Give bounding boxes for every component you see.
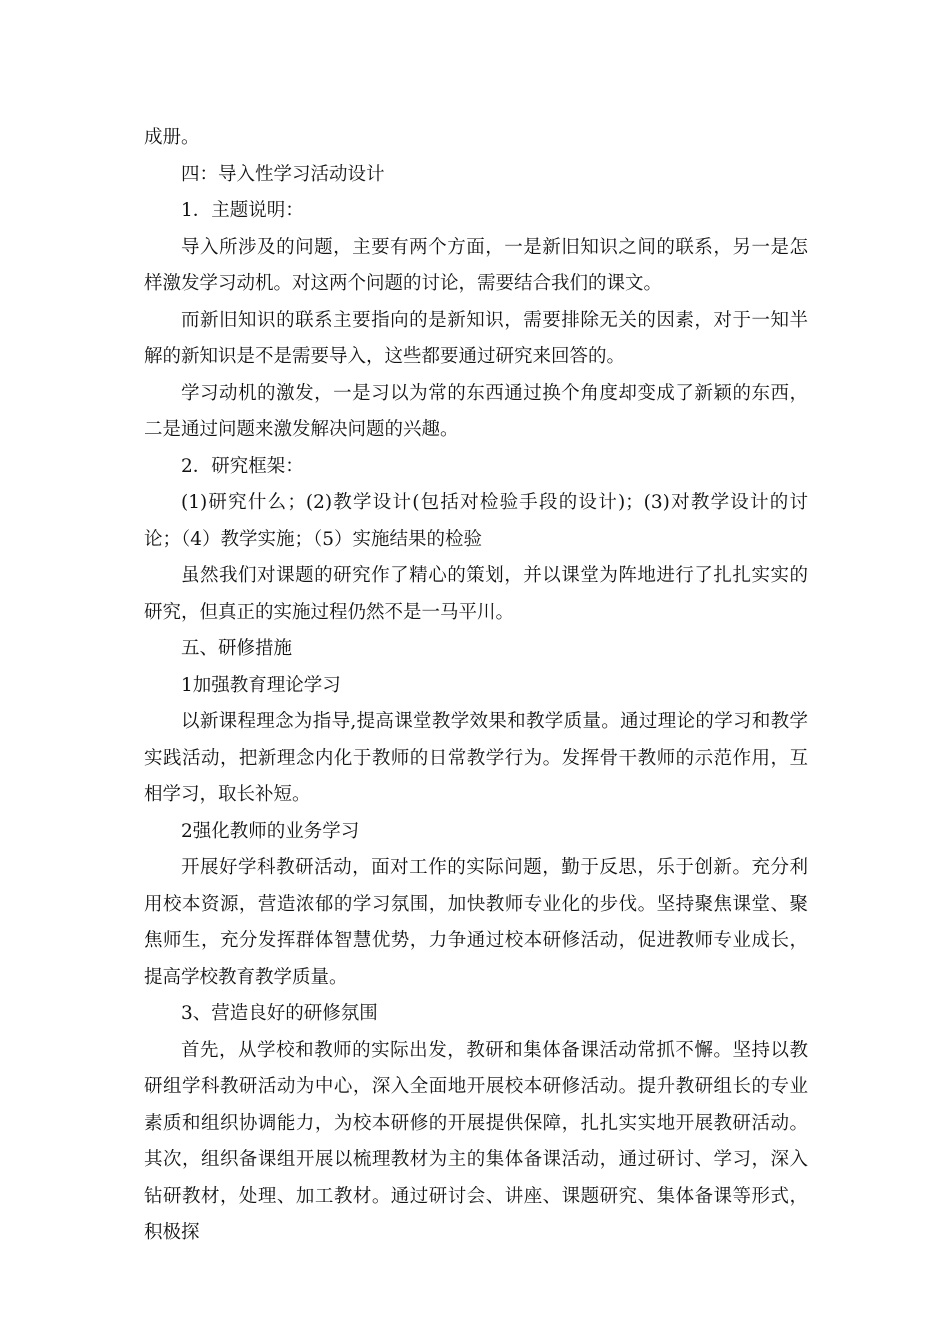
subheading-research-atmosphere: 3、营造良好的研修氛围 (181, 1003, 378, 1024)
paragraph-framework-items: (1)研究什么；(2)教学设计(包括对检验手段的设计)；(3)对教学设计的讨论；（4）教学实施；（5）实施结果的检验 (144, 492, 808, 550)
paragraph-intro-issues: 导入所涉及的问题，主要有两个方面，一是新旧知识之间的联系，另一是怎样激发学习动机。对这两个问题的讨论，需要结合我们的课文。 (144, 236, 808, 294)
subheading-research-framework: 2．研究框架： (181, 455, 304, 477)
paragraph-implementation: 虽然我们对课题的研究作了精心的策划，并以课堂为阵地进行了扎扎实实的研究，但真正的实施过程仍然不是一马平川。 (144, 565, 808, 623)
subheading-topic-description: 1．主题说明： (181, 200, 304, 221)
paragraph-research-atmosphere: 首先，从学校和教师的实际出发，教研和集体备课活动常抓不懈。坚持以教研组学科教研活动为中心，深入全面地开展校本研修活动。提升教研组长的专业素质和组织协调能力，为校本研修的开展提供保障，扎扎实实地开展教研活动。其次，组织备课组开展以梳理教材为主的集体备课活动，通过研讨、学习，深入钻研教材，处理、加工教材。通过研讨会、讲座、课题研究、集体备课等形式，积极探 (144, 1039, 808, 1243)
subheading-business-study: 2强化教师的业务学习 (181, 820, 360, 842)
document-body (144, 120, 808, 1252)
section-heading-five: 五、研修措施 (181, 638, 293, 659)
paragraph-business-study: 开展好学科教研活动，面对工作的实际问题，勤于反思，乐于创新。充分利用校本资源，营造浓郁的学习氛围，加快教师专业化的步伐。坚持聚焦课堂、聚焦师生，充分发挥群体智慧优势，力争通过校本研修活动，促进教师专业成长，提高学校教育教学质量。 (144, 857, 808, 988)
section-heading-four: 四：导入性学习活动设计 (181, 163, 385, 185)
paragraph-motivation: 学习动机的激发，一是习以为常的东西通过换个角度却变成了新颖的东西，二是通过问题来激发解决问题的兴趣。 (144, 382, 808, 440)
paragraph-continuation: 成册。 (144, 127, 200, 148)
paragraph-theory-study: 以新课程理念为指导,提高课堂教学效果和教学质量。通过理论的学习和教学实践活动，把新理念内化于教师的日常教学行为。发挥骨干教师的示范作用，互相学习，取长补短。 (144, 711, 808, 805)
subheading-theory-study: 1加强教育理论学习 (181, 674, 341, 696)
paragraph-knowledge-link: 而新旧知识的联系主要指向的是新知识，需要排除无关的因素，对于一知半解的新知识是不是需要导入，这些都要通过研究来回答的。 (144, 309, 808, 367)
